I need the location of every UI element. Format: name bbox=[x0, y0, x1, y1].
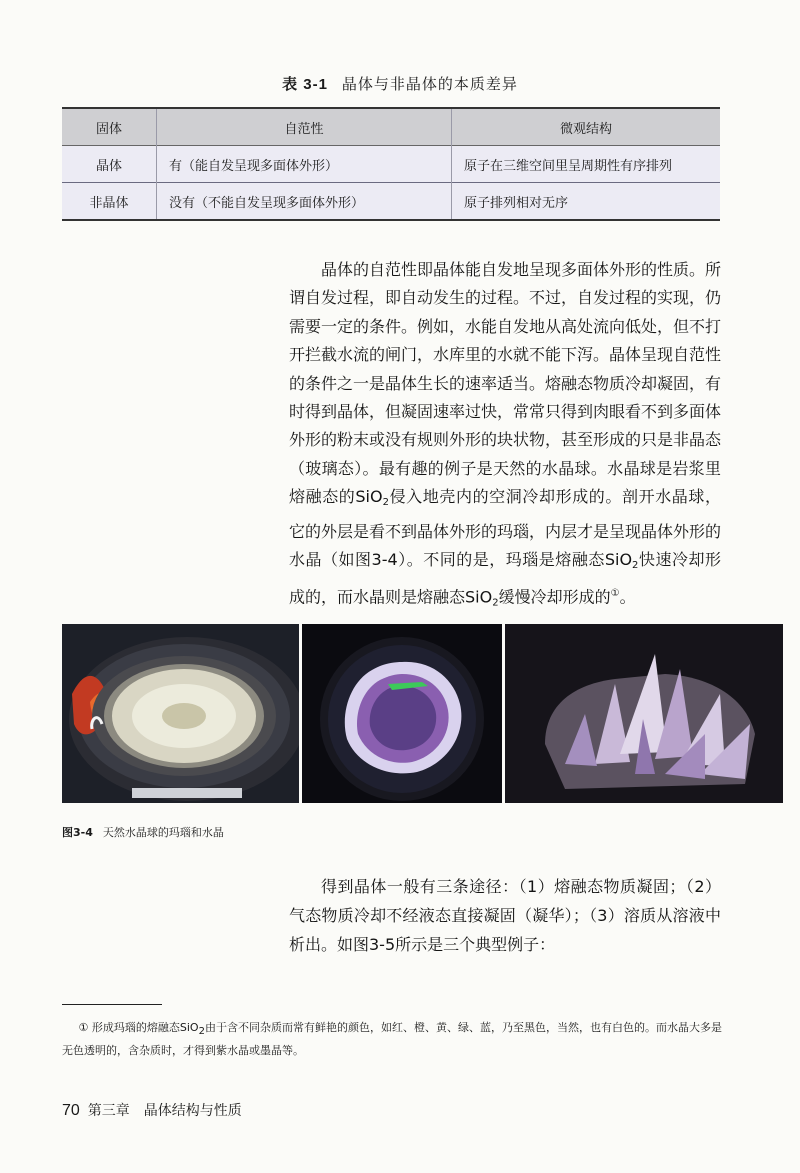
paragraph-text: 缓慢冷却形成的 bbox=[498, 587, 611, 607]
body-paragraph-crystal-methods: 得到晶体一般有三条途径：（1）熔融态物质凝固；（2）气态物质冷却不经液态直接凝固（凝华）；（3）溶质从溶液中析出。如图3-5所示是三个典型例子： bbox=[289, 877, 721, 954]
figure-title: 天然水晶球的玛瑙和水晶 bbox=[102, 826, 224, 839]
subscript: 2 bbox=[382, 497, 389, 509]
table-cell: 没有（不能自发呈现多面体外形） bbox=[157, 183, 452, 221]
footnote-text: 由于含不同杂质而常有鲜艳的颜色，如红、橙、黄、绿、蓝，乃至黑色，当然，也有白色的。而水晶大多是无色透明的，含杂质时，才得到紫水晶或墨晶等。 bbox=[62, 1021, 722, 1057]
table-number: 表 3-1 bbox=[282, 76, 328, 93]
paragraph-text: 侵入地壳内的空洞冷却形成的。剖开水晶球，它的外层是看不到晶体外形的玛瑙，内层才是呈现晶体外形的水晶（如图3-4）。不同的是，玛瑙是熔融态SiO bbox=[289, 487, 722, 570]
page-number: 70 bbox=[62, 1102, 80, 1119]
paragraph-text: 。 bbox=[619, 587, 636, 607]
paragraph-text: 快速冷却形成的，而水晶则是熔融态SiO bbox=[289, 550, 721, 607]
header-self-shaping: 自范性 bbox=[157, 108, 452, 146]
table-cell: 非晶体 bbox=[89, 195, 129, 211]
figure-caption bbox=[62, 824, 224, 840]
table-caption bbox=[0, 73, 800, 94]
chapter-title: 晶体结构与性质 bbox=[143, 1103, 242, 1119]
subscript: 2 bbox=[198, 1026, 205, 1037]
table-cell: 晶体 bbox=[95, 158, 122, 174]
subscript: 2 bbox=[632, 560, 639, 572]
paragraph-text: 晶体的自范性即晶体能自发地呈现多面体外形的性质。所谓自发过程，即自动发生的过程。不过，自发过程的实现，仍需要一定的条件。例如，水能自发地从高处流向低处，但不打开拦截水流的闸门，水库里的水就不能下泻。晶体呈现自范性的条件之一是晶体生长的速率适当。熔融态物质冷却凝固，有时得到晶体，但凝固速率过快，常常只得到肉眼看不到多面体外形的粉末或没有规则外形的块状物，甚至形成的只是非晶态（玻璃态）。最有趣的例子是天然的水晶球。水晶球是岩浆里熔融态的SiO bbox=[289, 260, 722, 507]
body-paragraph-self-shaping bbox=[289, 256, 721, 618]
table-header-row bbox=[62, 108, 720, 146]
table-row bbox=[62, 183, 720, 221]
chapter-number: 第三章 bbox=[87, 1103, 130, 1119]
header-solid: 固体 bbox=[95, 121, 122, 137]
table-cell: 原子排列相对无序 bbox=[452, 183, 721, 221]
footnote-reference[interactable]: ① bbox=[610, 588, 620, 600]
header-microstructure: 微观结构 bbox=[452, 108, 721, 146]
subscript: 2 bbox=[492, 597, 499, 609]
agate-photo bbox=[62, 624, 299, 803]
footnote bbox=[62, 1018, 722, 1060]
geode-photo bbox=[302, 624, 502, 803]
footnote-mark: ① bbox=[78, 1021, 89, 1034]
page-footer bbox=[62, 1100, 242, 1120]
table-cell: 原子在三维空间里呈周期性有序排列 bbox=[452, 146, 721, 183]
footnote-divider bbox=[62, 1004, 162, 1005]
table-title: 晶体与非晶体的本质差异 bbox=[341, 75, 518, 93]
footnote-text: 形成玛瑙的熔融态SiO bbox=[91, 1021, 199, 1034]
amethyst-crystal-photo bbox=[505, 624, 783, 803]
figure-number: 图3-4 bbox=[62, 826, 93, 839]
table-row bbox=[62, 146, 720, 183]
crystal-comparison-table bbox=[62, 107, 720, 221]
table-cell: 有（能自发呈现多面体外形） bbox=[157, 146, 452, 183]
